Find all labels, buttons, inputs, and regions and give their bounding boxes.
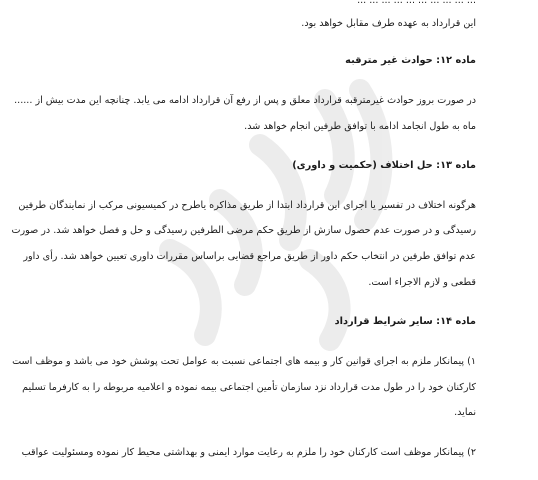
article-14-item-2-line-1: ۲) پیمانکار موظف است کارکنان خود را ملزم به رعایت موارد ایمنی و بهداشتی محیط کار نموده ومسئولیت عواقب: [21, 447, 476, 458]
article-13-heading: ماده ۱۳: حل اختلاف (حکمیت و داوری): [292, 160, 476, 171]
intro-text-line-top: ... ... ... ... ... ... ... ... ... ...: [357, 0, 476, 6]
article-14-heading: ماده ۱۴: سایر شرایط قرارداد: [334, 316, 476, 327]
article-13-line-2: رسیدگی و در صورت عدم حصول سازش از طریق حکم مرضی الطرفین رسیدگی و حل و فصل خواهد شد. در صورت: [11, 225, 476, 236]
intro-text-line: این قرارداد به عهده طرف مقابل خواهد بود.: [301, 18, 476, 29]
article-12-heading: ماده ۱۲: حوادث غیر مترقبه: [345, 55, 476, 66]
article-13-line-4: قطعی و لازم الاجراء است.: [368, 277, 476, 288]
article-14-item-1-line-1: ۱) پیمانکار ملزم به اجرای قوانین کار و بیمه های اجتماعی نسبت به عوامل تحت پوشش خود می باشد و موظف است: [12, 356, 476, 367]
article-14-item-1-line-2: کارکنان خود را در طول مدت قرارداد نزد سازمان تأمین اجتماعی بیمه نموده و اعلامیه مربوطه را به کارفرما تسلیم: [22, 382, 476, 393]
article-14-item-1-line-3: نماید.: [454, 407, 476, 418]
article-13-line-3: عدم توافق طرفین در انتخاب حکم داور از طریق مراجع قضایی براساس مقررات داوری تعیین خواهد شد. رأی داور: [23, 251, 476, 262]
article-12-line-1: در صورت بروز حوادث غیرمترقبه قرارداد معلق و پس از رفع آن قرارداد ادامه می یابد. چنانچه این مدت بیش از ......: [14, 95, 476, 106]
article-13-line-1: هرگونه اختلاف در تفسیر یا اجرای این قرارداد ابتدا از طریق مذاکره یاطرح در کمیسیونی مرکب از نمایندگان طرفین: [18, 200, 476, 211]
article-12-line-2: ماه به طول انجامد ادامه با توافق طرفین انجام خواهد شد.: [244, 121, 476, 132]
